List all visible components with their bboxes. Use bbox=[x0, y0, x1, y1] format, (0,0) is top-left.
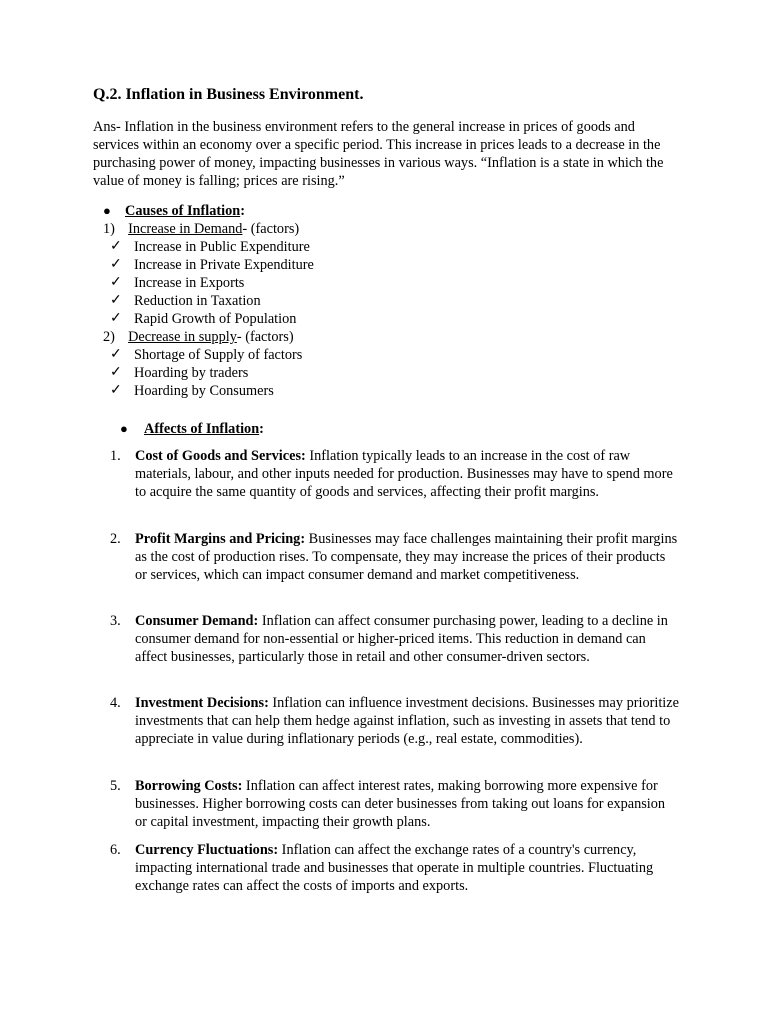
list-item: Increase in Exports bbox=[134, 275, 245, 291]
bullet-icon: ● bbox=[120, 421, 128, 436]
effect-item: Investment Decisions: Inflation can influence investment decisions. Businesses may prioritize investments that can help them hedge against inflation, such as investing in assets that tend to appreciate in value during inflationary periods (e.g., real estate, commodities). bbox=[135, 695, 679, 747]
checkmark-icon: ✓ bbox=[110, 347, 122, 362]
list-item: Reduction in Taxation bbox=[134, 293, 261, 309]
list-item: Hoarding by Consumers bbox=[134, 383, 274, 399]
list-number: 5. bbox=[110, 778, 121, 794]
causes-group-2: 2) Decrease in supply- (factors) bbox=[103, 329, 294, 345]
list-number: 4. bbox=[110, 695, 121, 711]
checkmark-icon: ✓ bbox=[110, 275, 122, 290]
checkmark-icon: ✓ bbox=[110, 365, 122, 380]
list-item: Shortage of Supply of factors bbox=[134, 347, 303, 363]
checkmark-icon: ✓ bbox=[110, 293, 122, 308]
effects-heading: Affects of Inflation: bbox=[144, 421, 264, 437]
list-item: Hoarding by traders bbox=[134, 365, 249, 381]
bullet-icon: ● bbox=[103, 203, 111, 218]
effect-item: Cost of Goods and Services: Inflation typically leads to an increase in the cost of raw materials, labour, and other inputs needed for production. Businesses may have to spend more to acquire the same quantity of goods and services, affecting their profit margins. bbox=[135, 448, 673, 500]
checkmark-icon: ✓ bbox=[110, 311, 122, 326]
effect-item: Currency Fluctuations: Inflation can affect the exchange rates of a country's currency, impacting international trade and businesses that operate in multiple countries. Fluctuating exchange rates can affect the costs of imports and exports. bbox=[135, 842, 654, 894]
effect-item: Profit Margins and Pricing: Businesses may face challenges maintaining their profit margins as the cost of production rises. To compensate, they may increase the prices of their products or services, which can impact consumer demand and market competitiveness. bbox=[135, 531, 678, 583]
checkmark-icon: ✓ bbox=[110, 239, 122, 254]
effect-item: Borrowing Costs: Inflation can affect interest rates, making borrowing more expensive for businesses. Higher borrowing costs can deter businesses from taking out loans for expansion or capital investment, impacting their growth plans. bbox=[135, 778, 666, 830]
intro-paragraph: Ans- Inflation in the business environment refers to the general increase in prices of goods and services within an economy over a specific period. This increase in prices leads to a decrease in the purchasing power of money, impacting businesses in various ways. “Inflation is a state in which the value of money is falling; prices are rising.” bbox=[93, 119, 664, 189]
checkmark-icon: ✓ bbox=[110, 383, 122, 398]
list-number: 6. bbox=[110, 842, 121, 858]
page-title: Q.2. Inflation in Business Environment. bbox=[93, 86, 364, 103]
list-number: 3. bbox=[110, 613, 121, 629]
checkmark-icon: ✓ bbox=[110, 257, 122, 272]
list-item: Increase in Private Expenditure bbox=[134, 257, 314, 273]
list-item: Rapid Growth of Population bbox=[134, 311, 297, 327]
causes-group-1: 1) Increase in Demand- (factors) bbox=[103, 221, 300, 237]
list-number: 2. bbox=[110, 531, 121, 547]
effect-item: Consumer Demand: Inflation can affect consumer purchasing power, leading to a decline in consumer demand for non-essential or higher-priced items. This reduction in demand can affect businesses, particularly those in retail and other consumer-driven sectors. bbox=[135, 613, 668, 665]
list-item: Increase in Public Expenditure bbox=[134, 239, 310, 255]
causes-heading: Causes of Inflation: bbox=[125, 203, 245, 219]
list-number: 1. bbox=[110, 448, 121, 464]
